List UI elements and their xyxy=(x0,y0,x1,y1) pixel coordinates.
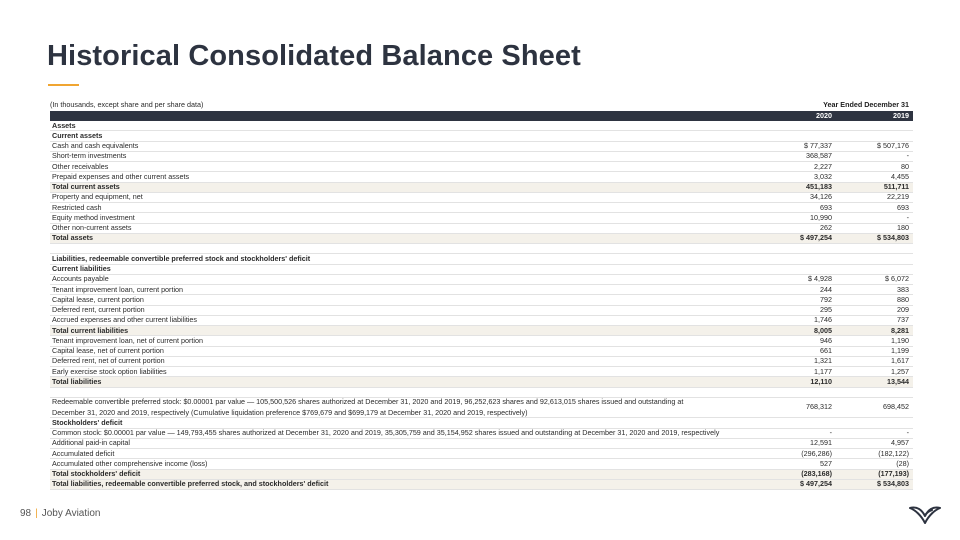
table-row xyxy=(50,398,913,419)
row-label: Equity method investment xyxy=(52,212,135,222)
value-2019: 4,455 xyxy=(891,171,909,181)
row-label: Early exercise stock option liabilities xyxy=(52,366,167,376)
row-label: Deferred rent, current portion xyxy=(52,305,145,314)
row-label: Total stockholders' deficit xyxy=(52,469,141,478)
table-row xyxy=(50,152,913,162)
page-footer xyxy=(20,508,100,519)
value-2020: 946 xyxy=(820,335,832,345)
row-label: Other receivables xyxy=(52,161,109,171)
value-2020: 768,312 xyxy=(806,402,832,412)
value-2019: 511,711 xyxy=(883,182,909,191)
row-label: Total assets xyxy=(52,233,94,243)
table-row xyxy=(50,357,913,367)
year-header-2019: 2019 xyxy=(893,111,909,120)
value-2019: 737 xyxy=(897,315,909,325)
table-row xyxy=(50,213,913,223)
value-2019: 8,281 xyxy=(891,325,909,335)
row-label: Stockholders' deficit xyxy=(52,417,123,427)
row-label: Property and equipment, net xyxy=(52,192,143,202)
row-label: Accrued expenses and other current liabilities xyxy=(52,315,198,325)
value-2020: 12,110 xyxy=(810,376,832,386)
row-label: Tenant improvement loan, current portion xyxy=(52,284,184,294)
title-accent-underline xyxy=(48,84,79,86)
table-row xyxy=(50,377,913,387)
footer-separator: | xyxy=(35,508,38,519)
row-label: Redeemable convertible preferred stock: $0.00001 par value — 105,500,526 shares authorized at December 31, 2020 and 2019, 96,252,623 shares and 92,613,015 shares issued and outstanding at December 31, 2020 and 2019, respectively (Cumulative liquidation preference $769,679 and $699,179 at December 31, 2020 and 2019, respectively) xyxy=(52,397,684,417)
value-2019: - xyxy=(906,212,909,222)
section-header-row xyxy=(50,418,913,428)
value-2020: 527 xyxy=(820,458,832,468)
row-label: Cash and cash equivalents xyxy=(52,141,139,150)
value-2020: 3,032 xyxy=(814,171,832,181)
row-label: Capital lease, net of current portion xyxy=(52,346,164,355)
value-2019: - xyxy=(906,151,909,161)
table-row xyxy=(50,367,913,377)
row-label: Capital lease, current portion xyxy=(52,294,144,304)
row-label: Deferred rent, net of current portion xyxy=(52,356,165,366)
row-label: Accumulated other comprehensive income (loss) xyxy=(52,458,208,468)
table-row xyxy=(50,449,913,459)
year-header-bar xyxy=(50,111,913,121)
section-header-row xyxy=(50,254,913,264)
value-2020: 368,587 xyxy=(806,151,832,161)
value-2019: 13,544 xyxy=(887,376,909,386)
row-label: Assets xyxy=(52,120,76,130)
row-label: Short-term investments xyxy=(52,151,127,161)
table-body xyxy=(50,121,913,490)
section-header-row xyxy=(50,121,913,131)
value-2019: 880 xyxy=(897,294,909,304)
joby-wing-logo-icon xyxy=(909,503,941,525)
row-label: Additional paid-in capital xyxy=(52,438,130,448)
table-row xyxy=(50,336,913,346)
value-2020: 244 xyxy=(820,284,832,294)
row-label: Prepaid expenses and other current assets xyxy=(52,171,190,181)
value-2019: 22,219 xyxy=(887,192,909,202)
value-2020: 12,591 xyxy=(810,438,832,448)
row-label: Other non-current assets xyxy=(52,223,132,232)
value-2019: 209 xyxy=(897,305,909,314)
value-2019: 80 xyxy=(901,161,909,171)
table-caption-row xyxy=(50,99,913,111)
table-row xyxy=(50,193,913,203)
row-label: Restricted cash xyxy=(52,202,102,212)
value-2019: (177,193) xyxy=(878,469,909,478)
value-2020: 1,746 xyxy=(814,315,832,325)
value-2019: 1,199 xyxy=(891,346,909,355)
table-row xyxy=(50,172,913,182)
value-2020: 693 xyxy=(820,202,832,212)
balance-sheet-table xyxy=(50,99,913,490)
table-row xyxy=(50,439,913,449)
value-2019: $ 6,072 xyxy=(885,274,909,284)
row-label: Total liabilities, redeemable convertible preferred stock, and stockholders' deficit xyxy=(52,479,329,489)
value-2019: $ 507,176 xyxy=(877,141,909,150)
value-2020: $ 4,928 xyxy=(808,274,832,284)
value-2019: 693 xyxy=(897,202,909,212)
table-row xyxy=(50,326,913,336)
value-2019: - xyxy=(906,428,909,437)
units-caption: (In thousands, except share and per share data) xyxy=(50,100,204,109)
table-row xyxy=(50,470,913,480)
value-2019: 1,190 xyxy=(891,335,909,345)
value-2019: $ 534,803 xyxy=(877,233,909,243)
section-header-row xyxy=(50,131,913,141)
value-2020: 1,321 xyxy=(814,356,832,366)
table-row xyxy=(50,162,913,172)
row-label: Tenant improvement loan, net of current portion xyxy=(52,335,204,345)
value-2019: 698,452 xyxy=(883,402,909,412)
row-label: Common stock: $0.00001 par value — 149,793,455 shares authorized at December 31, 2020 and 2019, 35,305,759 and 35,154,952 shares issued and outstanding at December 31, 2020 and 2019, respectively xyxy=(52,428,720,437)
company-name: Joby Aviation xyxy=(41,508,101,519)
value-2019: 383 xyxy=(897,284,909,294)
value-2020: 451,183 xyxy=(806,182,832,191)
table-row xyxy=(50,480,913,490)
value-2020: 661 xyxy=(820,346,832,355)
table-row xyxy=(50,142,913,152)
value-2020: 792 xyxy=(820,294,832,304)
spacer-row xyxy=(50,244,913,254)
value-2019: (28) xyxy=(896,458,909,468)
section-header-row xyxy=(50,265,913,275)
row-label: Current assets xyxy=(52,130,103,140)
value-2020: (283,168) xyxy=(801,469,832,478)
table-row xyxy=(50,429,913,439)
row-label: Accounts payable xyxy=(52,274,109,284)
value-2020: $ 497,254 xyxy=(800,479,832,489)
value-2019: 1,257 xyxy=(891,366,909,376)
value-2020: 2,227 xyxy=(814,161,832,171)
table-row xyxy=(50,203,913,213)
value-2020: 10,990 xyxy=(810,212,832,222)
table-row xyxy=(50,285,913,295)
value-2019: (182,122) xyxy=(878,448,909,458)
table-row xyxy=(50,306,913,316)
value-2020: - xyxy=(829,428,832,437)
value-2019: $ 534,803 xyxy=(877,479,909,489)
spacer-row xyxy=(50,388,913,398)
value-2020: 8,005 xyxy=(814,325,832,335)
year-header-spacer xyxy=(50,111,758,121)
table-row xyxy=(50,459,913,469)
row-label: Liabilities, redeemable convertible preferred stock and stockholders' deficit xyxy=(52,253,311,263)
value-2020: 295 xyxy=(820,305,832,314)
value-2019: 1,617 xyxy=(891,356,909,366)
row-label: Total current assets xyxy=(52,182,120,191)
value-2020: 34,126 xyxy=(810,192,832,202)
table-row xyxy=(50,316,913,326)
value-2020: 1,177 xyxy=(814,366,832,376)
period-header: Year Ended December 31 xyxy=(823,100,909,109)
table-row xyxy=(50,347,913,357)
value-2019: 4,957 xyxy=(891,438,909,448)
value-2020: $ 77,337 xyxy=(804,141,832,150)
year-header-2020: 2020 xyxy=(816,111,832,120)
page-number: 98 xyxy=(20,508,32,519)
row-label: Current liabilities xyxy=(52,264,111,273)
table-row xyxy=(50,234,913,244)
value-2019: 180 xyxy=(897,223,909,232)
table-row xyxy=(50,183,913,193)
row-label: Accumulated deficit xyxy=(52,448,115,458)
value-2020: (296,286) xyxy=(801,448,832,458)
row-label: Total liabilities xyxy=(52,376,102,386)
value-2020: $ 497,254 xyxy=(800,233,832,243)
row-label: Total current liabilities xyxy=(52,325,129,335)
table-row xyxy=(50,224,913,234)
table-row xyxy=(50,275,913,285)
page-title: Historical Consolidated Balance Sheet xyxy=(47,40,581,72)
value-2020: 262 xyxy=(820,223,832,232)
table-row xyxy=(50,295,913,305)
